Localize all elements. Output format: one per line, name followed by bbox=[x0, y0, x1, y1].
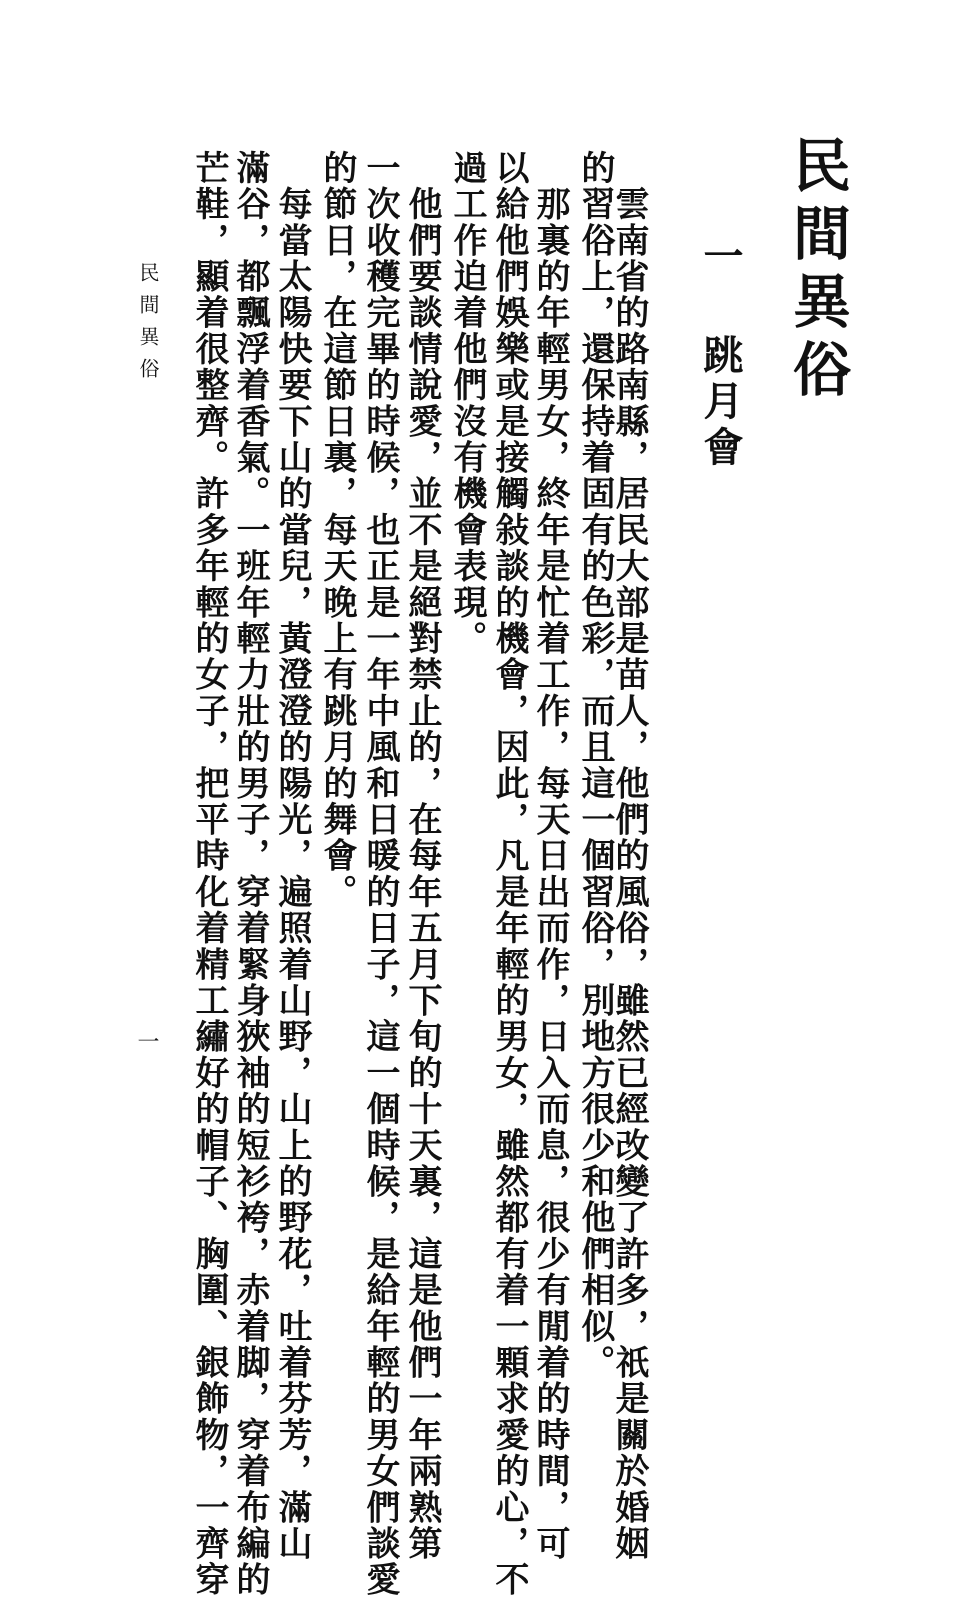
text-column: 芒鞋，顯着很整齊。許多年輕的女子，把平時化着精工繡好的帽子、胸圍、銀飾物，一齊穿 bbox=[189, 150, 229, 1598]
running-head: 民間異俗 bbox=[136, 262, 160, 390]
text-column: 滿谷，都飄浮着香氣。一班年輕力壯的男子，穿着緊身狹袖的短衫袴，赤着脚，穿着布編的 bbox=[230, 150, 270, 1598]
text-column: 他們要談情說愛，並不是絕對禁止的，在每年五月下旬的十天裏，這是他們一年兩熟第 bbox=[402, 150, 442, 1562]
book-title: 民間異俗 bbox=[783, 135, 851, 407]
text-column: 的節日，在這節日裏，每天晚上有跳月的舞會。 bbox=[317, 150, 357, 911]
text-column: 那裏的年輕男女，終年是忙着工作，每天日出而作，日入而息，很少有閒着的時間，可 bbox=[530, 150, 570, 1562]
text-column: 每當太陽快要下山的當兒，黃澄澄的陽光，遍照着山野，山上的野花，吐着芬芳，滿山 bbox=[272, 150, 312, 1562]
page-number: 一 bbox=[134, 1030, 159, 1052]
text-column: 雲南省的路南縣，居民大部是苗人，他們的風俗，雖然已經改變了許多，祇是關於婚姻 bbox=[609, 150, 649, 1562]
chapter-title: 一 跳月會 bbox=[697, 235, 744, 472]
text-column: 的習俗上，還保持着固有的色彩，而且這一個習俗，別地方很少和他們相似。 bbox=[575, 150, 615, 1381]
text-column: 過工作迫着他們沒有機會表現。 bbox=[447, 150, 487, 657]
text-column: 一次收穫完畢的時候，也正是一年中風和日暖的日子，這一個時候，是給年輕的男女們談愛 bbox=[360, 150, 400, 1598]
text-column: 以給他們娛樂或是接觸敍談的機會，因此，凡是年輕的男女，雖然都有着一顆求愛的心，不 bbox=[489, 150, 529, 1598]
